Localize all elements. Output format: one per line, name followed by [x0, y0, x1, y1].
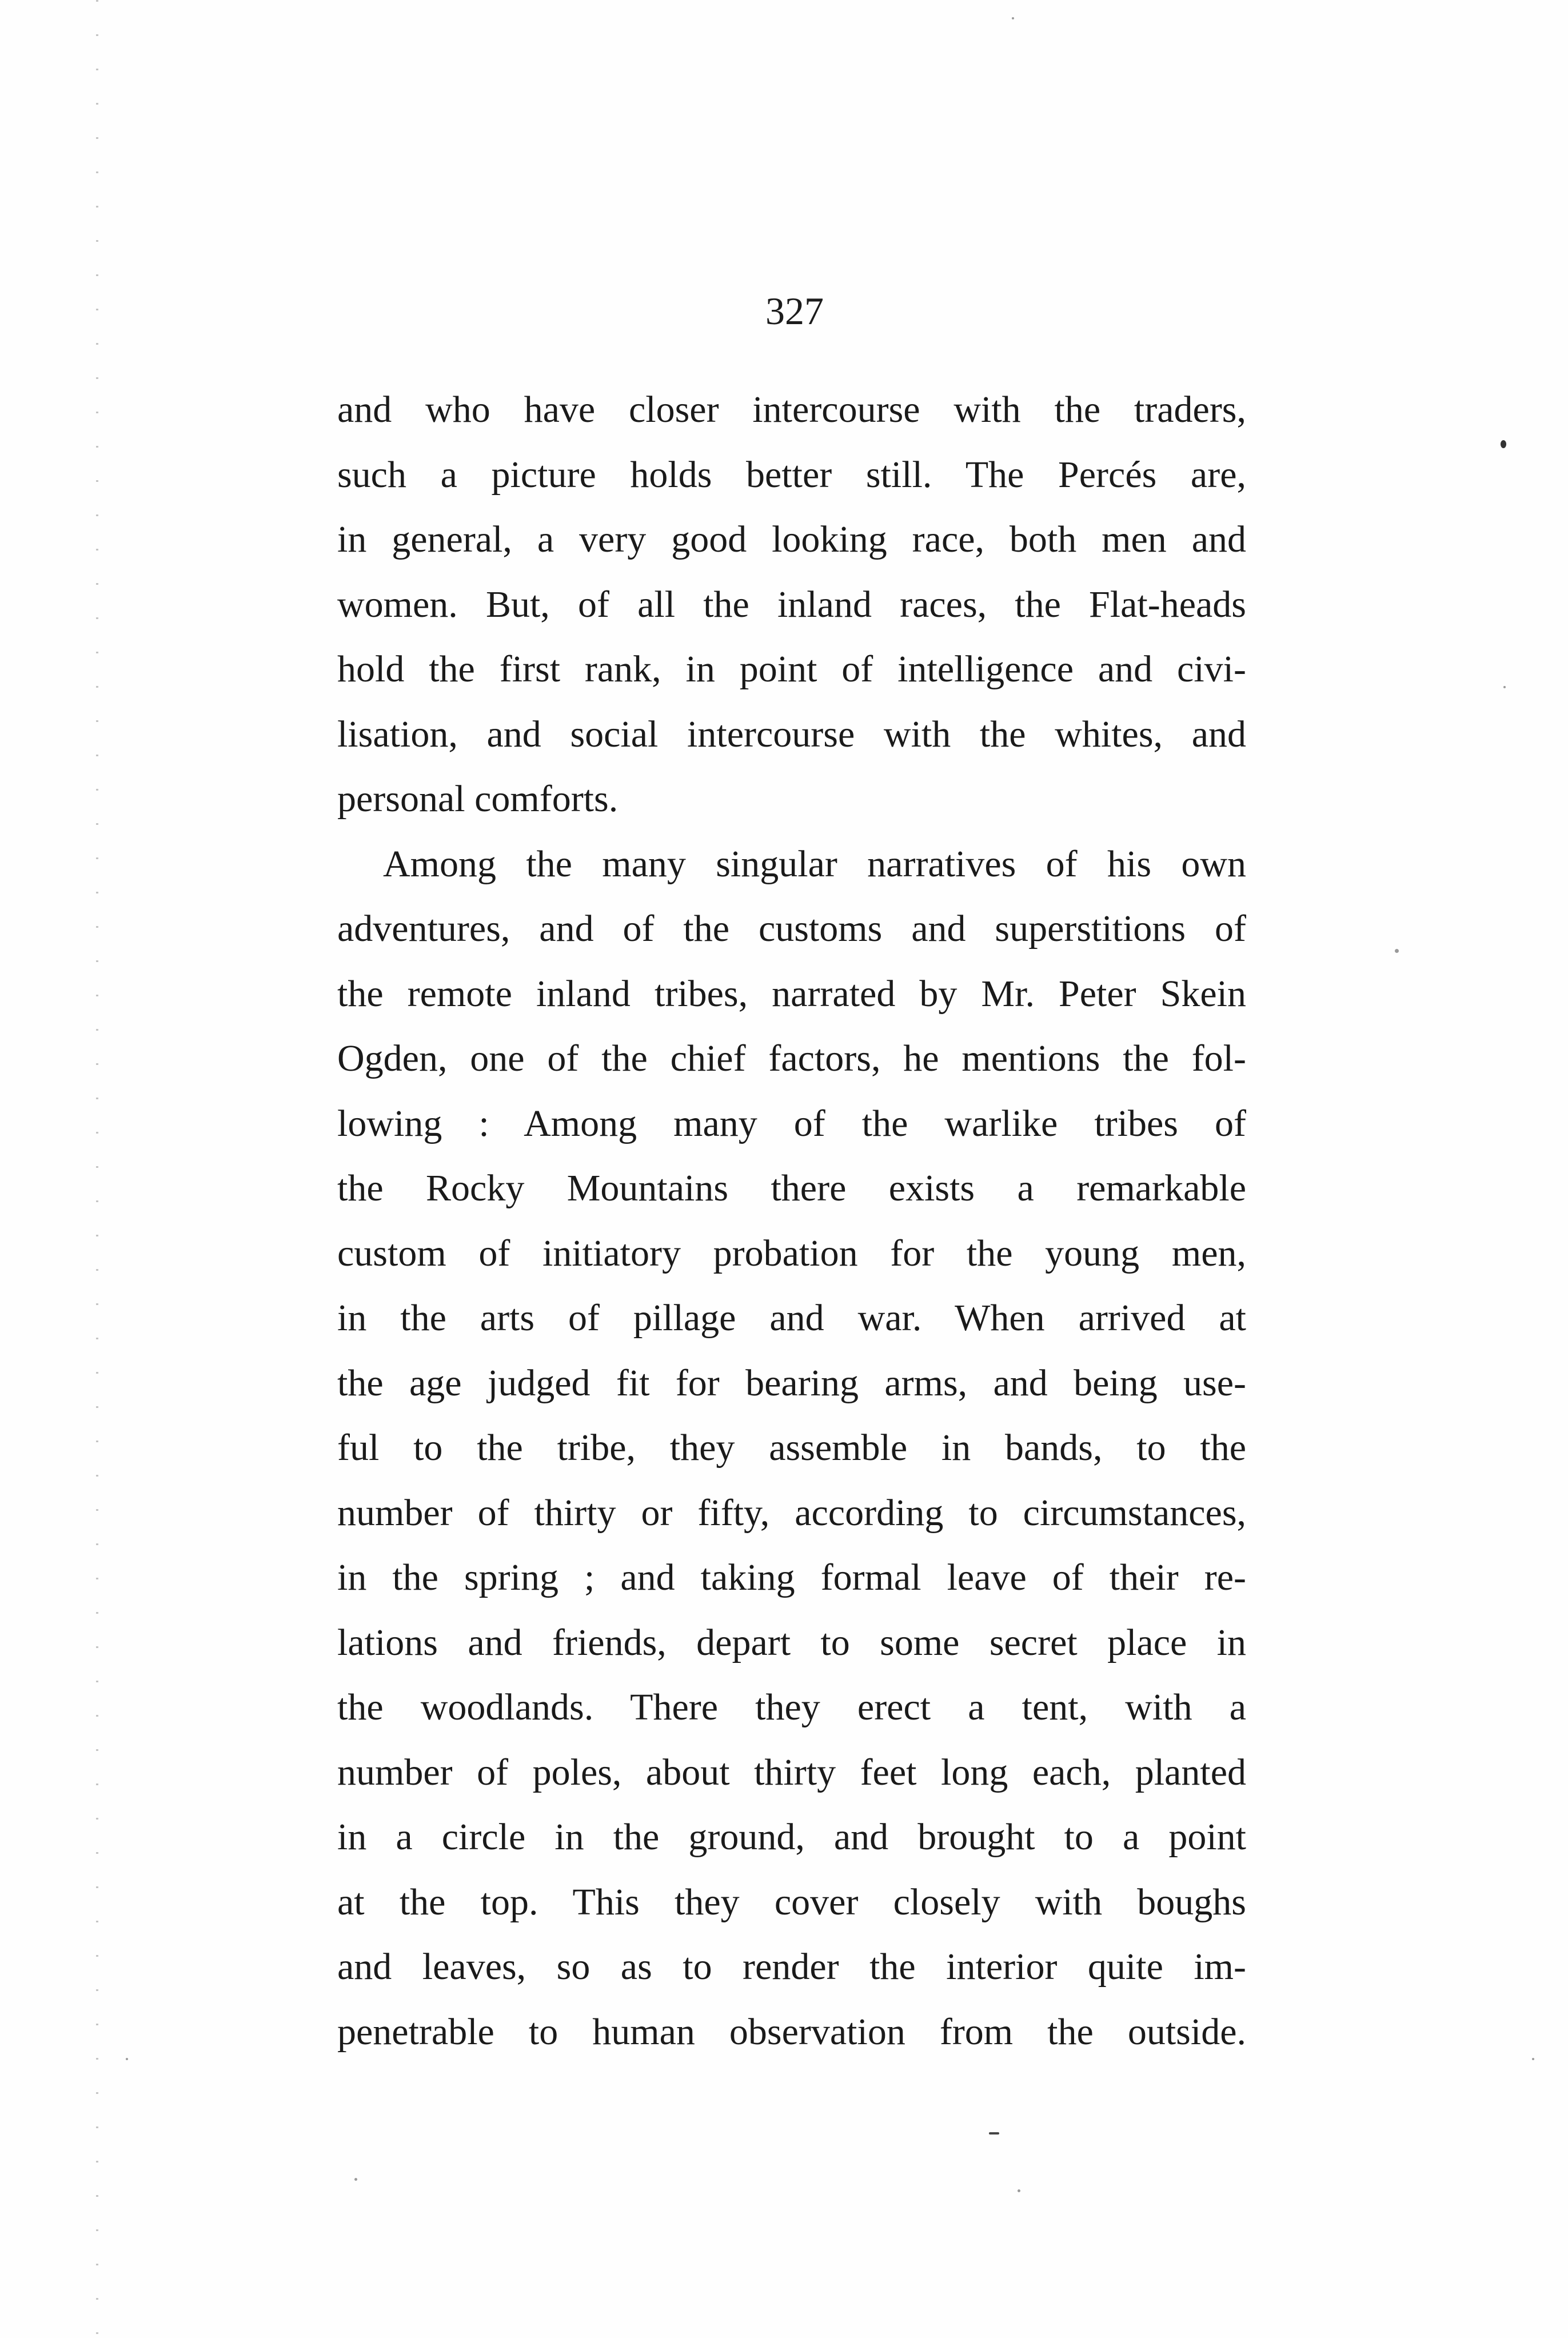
text-line: lations and friends, depart to some secret place in — [337, 1621, 1246, 1663]
text-line: such a picture holds better still. The Percés are, — [337, 453, 1246, 496]
text-line: in a circle in the ground, and brought to a point — [337, 1816, 1246, 1858]
text-line: the Rocky Mountains there exists a remarkable — [337, 1167, 1246, 1209]
text-line: custom of initiatory probation for the young men, — [337, 1232, 1246, 1274]
scan-speck — [1018, 2189, 1020, 2192]
text-line: penetrable to human observation from the outside. — [337, 2010, 1246, 2053]
text-line: the age judged fit for bearing arms, and being use- — [337, 1362, 1246, 1404]
text-line-paragraph-start: Among the many singular narratives of his own — [383, 843, 1246, 885]
text-line: ful to the tribe, they assemble in bands, to the — [337, 1427, 1246, 1469]
text-line: and who have closer intercourse with the traders, — [337, 389, 1246, 430]
text-line: women. But, of all the inland races, the Flat-heads — [337, 583, 1246, 625]
text-line: lisation, and social intercourse with the whites, and — [337, 713, 1246, 755]
text-line: the remote inland tribes, narrated by Mr. Peter Skein — [337, 972, 1246, 1015]
page-number: 327 — [765, 289, 824, 333]
scan-speck — [1395, 949, 1399, 953]
scan-speck — [1012, 17, 1014, 19]
text-line: adventures, and of the customs and superstitions of — [337, 908, 1246, 949]
scan-speck — [1503, 686, 1506, 688]
text-line: number of thirty or fifty, according to circumstances, — [337, 1491, 1246, 1534]
text-line: in the spring ; and taking formal leave of their re- — [337, 1557, 1246, 1598]
text-line-paragraph-end: personal comforts. — [337, 778, 619, 820]
text-line: in the arts of pillage and war. When arrived at — [337, 1297, 1246, 1339]
body-text — [337, 377, 1246, 2064]
text-line: lowing : Among many of the warlike tribes of — [337, 1102, 1246, 1144]
scan-speck — [354, 2178, 357, 2181]
text-line: at the top. This they cover closely with boughs — [337, 1881, 1246, 1923]
text-line: Ogden, one of the chief factors, he mentions the fol- — [337, 1038, 1246, 1079]
scan-edge-marks — [96, 0, 98, 2338]
scan-speck — [989, 2132, 999, 2134]
scan-speck — [126, 2058, 128, 2060]
scan-speck — [1501, 440, 1506, 448]
scan-speck — [1532, 2058, 1534, 2060]
text-line: the woodlands. There they erect a tent, with a — [337, 1686, 1246, 1728]
text-line: hold the first rank, in point of intelligence and civi- — [337, 648, 1246, 690]
text-line: and leaves, so as to render the interior quite im- — [337, 1946, 1246, 1988]
text-line: in general, a very good looking race, both men and — [337, 518, 1246, 560]
text-line: number of poles, about thirty feet long each, planted — [337, 1751, 1246, 1793]
